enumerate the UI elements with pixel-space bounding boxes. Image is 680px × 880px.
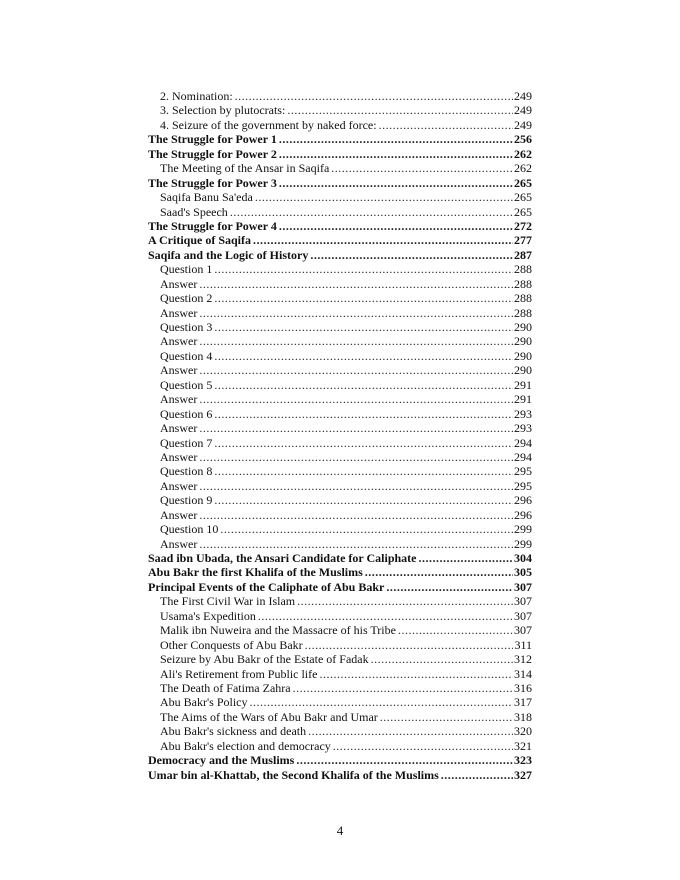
toc-entry-page: 265 — [514, 175, 532, 190]
toc-entry-page: 299 — [514, 536, 532, 551]
toc-entry-title: The Struggle for Power 3 — [148, 175, 277, 190]
toc-entry[interactable] — [148, 363, 532, 377]
toc-entry[interactable] — [148, 681, 532, 695]
dot-leader — [379, 118, 513, 132]
toc-entry[interactable] — [148, 176, 532, 190]
toc-entry-page: 262 — [514, 161, 532, 176]
toc-entry[interactable] — [148, 118, 532, 132]
toc-entry-title: Answer — [160, 363, 198, 378]
toc-entry-title: Question 8 — [160, 464, 213, 479]
dot-leader — [287, 103, 513, 117]
toc-entry[interactable] — [148, 739, 532, 753]
toc-entry-title: Democracy and the Muslims — [148, 753, 295, 768]
toc-entry-title: Principal Events of the Caliphate of Abu Bakr — [148, 579, 385, 594]
toc-entry-page: 293 — [514, 406, 532, 421]
dot-leader — [305, 638, 514, 652]
toc-entry[interactable] — [148, 378, 532, 392]
dot-leader — [380, 710, 513, 724]
toc-entry-page: 288 — [514, 262, 532, 277]
toc-entry-page: 294 — [514, 449, 532, 464]
toc-entry-title: The Struggle for Power 4 — [148, 218, 277, 233]
toc-entry[interactable] — [148, 277, 532, 291]
dot-leader — [199, 277, 513, 291]
dot-leader — [253, 233, 513, 247]
toc-entry-title: Saad's Speech — [160, 204, 228, 219]
toc-entry-title: Answer — [160, 449, 198, 464]
dot-leader — [279, 176, 513, 190]
toc-entry[interactable] — [148, 407, 532, 421]
toc-entry[interactable] — [148, 768, 532, 782]
toc-entry[interactable] — [148, 710, 532, 724]
toc-entry-page: 249 — [514, 117, 532, 132]
toc-entry-title: Abu Bakr's sickness and death — [160, 724, 307, 739]
toc-entry[interactable] — [148, 537, 532, 551]
dot-leader — [235, 89, 513, 103]
toc-entry-title: Abu Bakr's Policy — [160, 695, 248, 710]
toc-entry-page: 321 — [514, 738, 532, 753]
toc-entry-title: Malik ibn Nuweira and the Massacre of his Tribe — [160, 623, 396, 638]
dot-leader — [214, 262, 513, 276]
toc-entry[interactable] — [148, 190, 532, 204]
toc-entry[interactable] — [148, 349, 532, 363]
toc-entry[interactable] — [148, 753, 532, 767]
toc-entry-title: Answer — [160, 392, 198, 407]
toc-entry[interactable] — [148, 493, 532, 507]
toc-entry-page: 256 — [514, 132, 532, 147]
toc-entry-title: Question 7 — [160, 435, 213, 450]
toc-entry[interactable] — [148, 551, 532, 565]
toc-entry[interactable] — [148, 320, 532, 334]
toc-entry-title: Saqifa Banu Sa'eda — [160, 190, 253, 205]
toc-entry-title: Other Conquests of Abu Bakr — [160, 637, 303, 652]
toc-entry-title: Answer — [160, 536, 198, 551]
toc-entry-title: Saad ibn Ubada, the Ansari Candidate for Caliphate — [148, 551, 417, 565]
dot-leader — [255, 190, 513, 204]
toc-entry-page: 265 — [514, 190, 532, 205]
toc-entry-title: Question 1 — [160, 262, 213, 277]
dot-leader — [214, 378, 513, 392]
toc-entry-page: 262 — [514, 146, 532, 161]
toc-entry-title: Question 4 — [160, 348, 213, 363]
dot-leader — [333, 739, 513, 753]
toc-entry-page: 317 — [514, 695, 532, 710]
dot-leader — [214, 291, 513, 305]
dot-leader — [371, 652, 513, 666]
toc-entry-title: Answer — [160, 478, 198, 493]
dot-leader — [214, 349, 513, 363]
dot-leader — [365, 565, 513, 579]
dot-leader — [279, 147, 513, 161]
toc-entry[interactable] — [148, 248, 532, 262]
toc-entry-page: 291 — [514, 392, 532, 407]
toc-entry[interactable] — [148, 392, 532, 406]
toc-entry-title: Question 5 — [160, 377, 213, 392]
toc-entry-page: 296 — [514, 507, 532, 522]
toc-entry-page: 304 — [514, 551, 532, 565]
toc-entry-page: 318 — [514, 709, 532, 724]
toc-entry-page: 305 — [514, 565, 532, 580]
dot-leader — [199, 508, 513, 522]
toc-entry-page: 327 — [514, 767, 532, 782]
toc-entry-title: Question 2 — [160, 291, 213, 306]
toc-entry-title: Question 10 — [160, 522, 219, 537]
toc-entry[interactable] — [148, 103, 532, 117]
toc-entry-page: 288 — [514, 291, 532, 306]
dot-leader — [214, 436, 513, 450]
dot-leader — [308, 724, 513, 738]
toc-entry-page: 307 — [514, 608, 532, 623]
toc-entry[interactable] — [148, 291, 532, 305]
toc-entry-page: 320 — [514, 724, 532, 739]
toc-entry-page: 296 — [514, 493, 532, 508]
toc-entry[interactable] — [148, 652, 532, 666]
toc-entry[interactable] — [148, 233, 532, 247]
dot-leader — [199, 334, 513, 348]
toc-entry[interactable] — [148, 695, 532, 709]
toc-entry-title: Answer — [160, 334, 198, 349]
toc-entry-page: 299 — [514, 522, 532, 537]
toc-entry-title: Answer — [160, 421, 198, 436]
toc-entry-page: 290 — [514, 334, 532, 349]
toc-entry-title: Saqifa and the Logic of History — [148, 247, 309, 262]
dot-leader — [258, 609, 513, 623]
toc-entry-title: Abu Bakr's election and democracy — [160, 738, 331, 753]
toc-entry-page: 295 — [514, 478, 532, 493]
toc-entry-title: Usama's Expedition — [160, 608, 256, 623]
toc-entry-title: Ali's Retirement from Public life — [160, 666, 318, 681]
toc-entry-title: The Struggle for Power 1 — [148, 132, 277, 147]
toc-entry[interactable] — [148, 609, 532, 623]
toc-entry-page: 290 — [514, 348, 532, 363]
toc-entry[interactable] — [148, 161, 532, 175]
toc-entry-page: 249 — [514, 89, 532, 103]
toc-entry[interactable] — [148, 421, 532, 435]
dot-leader — [319, 667, 513, 681]
toc-entry[interactable] — [148, 724, 532, 738]
toc-entry-title: The Struggle for Power 2 — [148, 146, 277, 161]
toc-entry-page: 307 — [514, 594, 532, 609]
dot-leader — [199, 537, 513, 551]
toc-entry-title: The Death of Fatima Zahra — [160, 680, 291, 695]
toc-entry[interactable] — [148, 594, 532, 608]
toc-entry-page: 293 — [514, 421, 532, 436]
dot-leader — [214, 407, 513, 421]
toc-entry[interactable] — [148, 262, 532, 276]
toc-entry-page: 288 — [514, 305, 532, 320]
toc-entry[interactable] — [148, 565, 532, 579]
dot-leader — [230, 205, 513, 219]
dot-leader — [441, 768, 513, 782]
toc-entry-page: 295 — [514, 464, 532, 479]
dot-leader — [214, 493, 513, 507]
dot-leader — [220, 522, 513, 536]
toc-entry[interactable] — [148, 205, 532, 219]
dot-leader — [199, 392, 513, 406]
toc-entry-title: 2. Nomination: — [160, 89, 233, 103]
toc-entry-page: 307 — [514, 579, 532, 594]
dot-leader — [279, 132, 513, 146]
toc-entry[interactable] — [148, 638, 532, 652]
toc-entry-page: 277 — [514, 233, 532, 248]
toc-entry-page: 323 — [514, 753, 532, 768]
toc-entry[interactable] — [148, 464, 532, 478]
toc-entry-page: 272 — [514, 218, 532, 233]
toc-entry-page: 307 — [514, 623, 532, 638]
toc-entry-title: Question 9 — [160, 493, 213, 508]
toc-entry-title: Answer — [160, 507, 198, 522]
toc-entry-page: 316 — [514, 680, 532, 695]
toc-entry-page: 294 — [514, 435, 532, 450]
dot-leader — [199, 363, 513, 377]
toc-entry[interactable] — [148, 306, 532, 320]
dot-leader — [296, 753, 513, 767]
toc-entry[interactable] — [148, 580, 532, 594]
toc-entry-page: 311 — [514, 637, 532, 652]
toc-entry-page: 314 — [514, 666, 532, 681]
dot-leader — [310, 248, 513, 262]
dot-leader — [199, 479, 513, 493]
toc-entry-title: Question 3 — [160, 320, 213, 334]
toc-entry-page: 291 — [514, 377, 532, 392]
toc-entry[interactable] — [148, 219, 532, 233]
toc-entry-page: 312 — [514, 652, 532, 667]
toc-entry[interactable] — [148, 450, 532, 464]
toc-entry-title: The Aims of the Wars of Abu Bakr and Umar — [160, 709, 378, 724]
toc-entry-page: 287 — [514, 247, 532, 262]
toc-entry-page: 249 — [514, 103, 532, 118]
toc-entry-page: 288 — [514, 276, 532, 291]
toc-entry-title: Answer — [160, 276, 198, 291]
page-number: 4 — [336, 823, 344, 838]
dot-leader — [214, 320, 513, 334]
toc-entry[interactable] — [148, 147, 532, 161]
toc-entry-page: 290 — [514, 320, 532, 334]
dot-leader — [297, 594, 513, 608]
dot-leader — [331, 161, 513, 175]
toc-entry[interactable] — [148, 623, 532, 637]
toc-entry[interactable] — [148, 334, 532, 348]
toc-entry-title: A Critique of Saqifa — [148, 233, 252, 248]
dot-leader — [293, 681, 513, 695]
toc-entry[interactable] — [148, 89, 532, 103]
dot-leader — [250, 695, 514, 709]
toc-entry-title: Umar bin al-Khattab, the Second Khalifa of the Muslims — [148, 767, 439, 782]
toc-entry-title: 3. Selection by plutocrats: — [160, 103, 286, 118]
table-of-contents — [148, 89, 532, 782]
dot-leader — [398, 623, 513, 637]
toc-entry-title: Question 6 — [160, 406, 213, 421]
toc-entry-page: 265 — [514, 204, 532, 219]
toc-entry[interactable] — [148, 667, 532, 681]
dot-leader — [199, 421, 513, 435]
dot-leader — [199, 450, 513, 464]
toc-entry-title: Seizure by Abu Bakr of the Estate of Fadak — [160, 652, 369, 667]
toc-entry[interactable] — [148, 132, 532, 146]
toc-entry-title: The Meeting of the Ansar in Saqifa — [160, 161, 330, 176]
toc-entry-title: Answer — [160, 305, 198, 320]
toc-entry[interactable] — [148, 436, 532, 450]
dot-leader — [199, 306, 513, 320]
toc-entry-title: The First Civil War in Islam — [160, 594, 296, 609]
toc-entry[interactable] — [148, 479, 532, 493]
dot-leader — [419, 551, 514, 565]
dot-leader — [386, 580, 513, 594]
toc-entry[interactable] — [148, 522, 532, 536]
toc-entry-title: 4. Seizure of the government by naked force: — [160, 117, 377, 132]
toc-entry-page: 290 — [514, 363, 532, 378]
dot-leader — [279, 219, 513, 233]
dot-leader — [214, 464, 513, 478]
toc-entry[interactable] — [148, 508, 532, 522]
toc-entry-title: Abu Bakr the first Khalifa of the Muslims — [148, 565, 363, 580]
